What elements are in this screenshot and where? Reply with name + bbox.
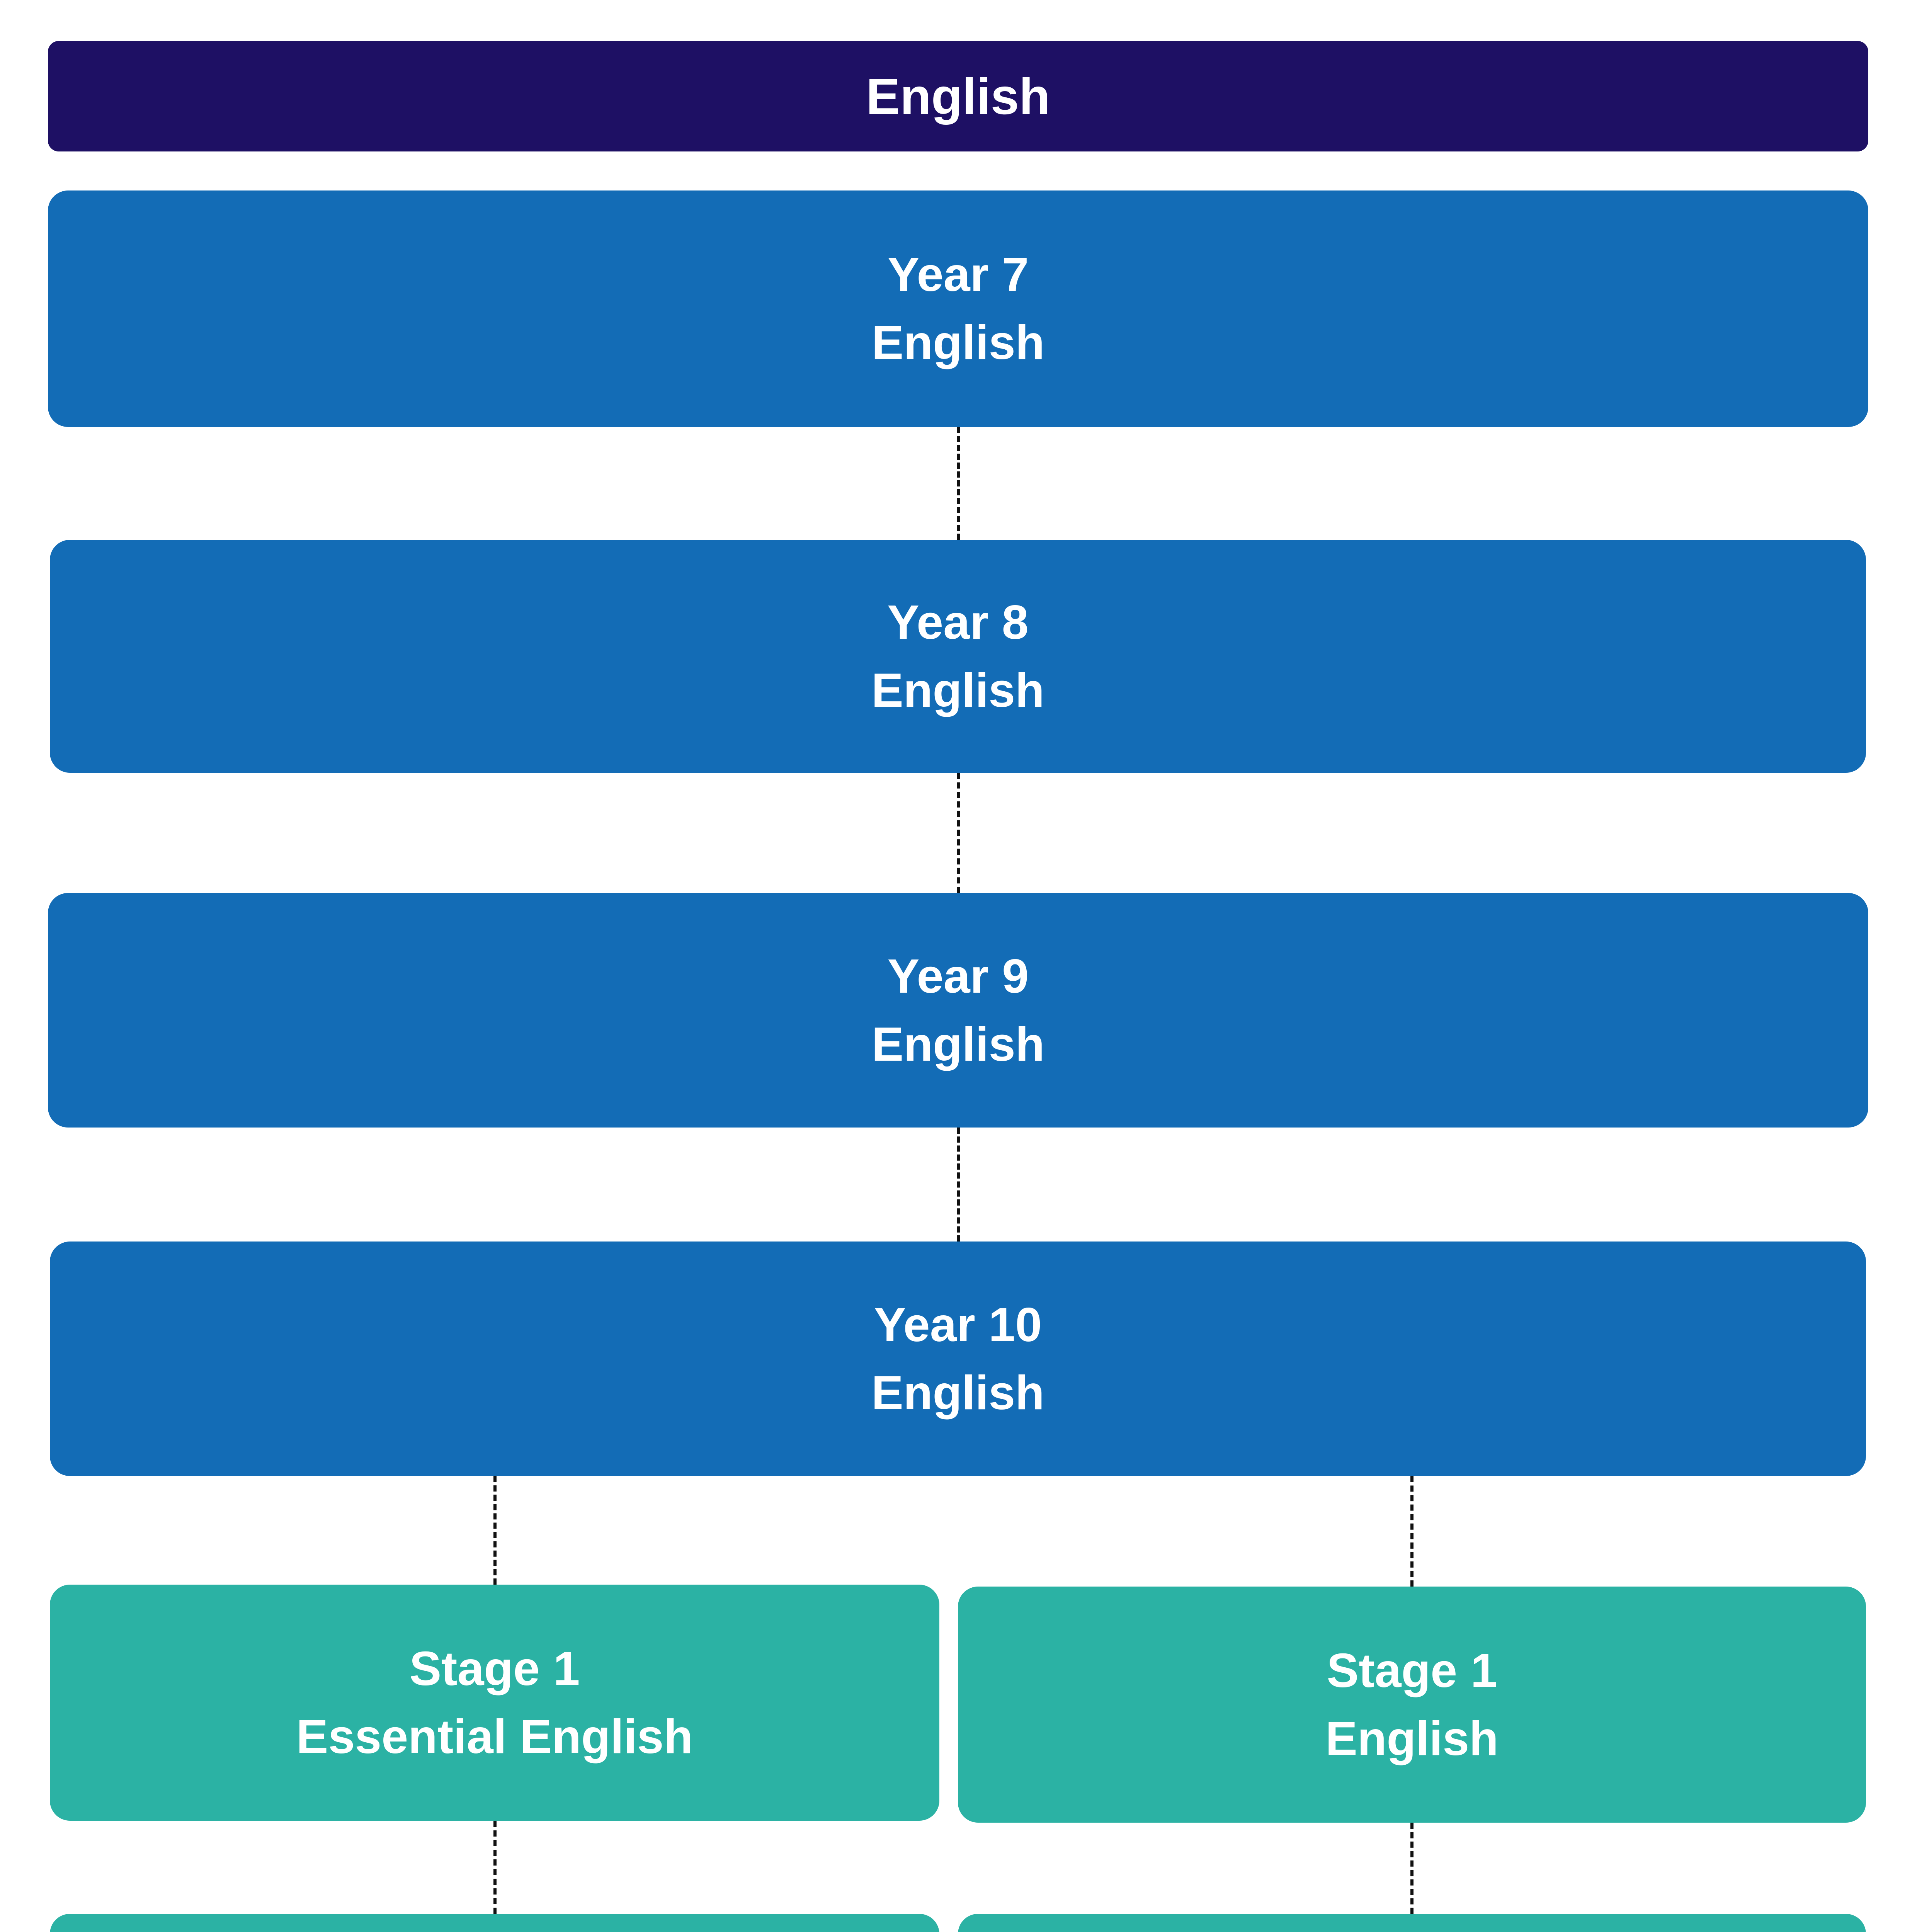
connector-year8-year9 — [957, 773, 960, 893]
year-10-box — [50, 1242, 1866, 1476]
stage-1-essential-label: Stage 1 — [409, 1642, 580, 1696]
year-8-subject: English — [871, 663, 1044, 717]
year-7-box — [48, 190, 1868, 427]
year-7-label: Year 7 — [887, 248, 1029, 301]
connector-year10-stage1-english — [1410, 1476, 1414, 1587]
year-9-label: Year 9 — [887, 949, 1029, 1003]
year-10-subject: English — [871, 1366, 1044, 1420]
year-7-subject: English — [871, 316, 1045, 369]
connector-year7-year8 — [957, 427, 960, 540]
year-8-label: Year 8 — [887, 595, 1029, 649]
stage-2-essential-box — [50, 1914, 939, 1932]
connector-year9-year10 — [957, 1128, 960, 1242]
year-8-box — [50, 540, 1866, 773]
stage-1-essential-subject: Essential English — [296, 1710, 693, 1764]
header-title: English — [866, 68, 1050, 125]
header-banner — [48, 41, 1868, 151]
stage-1-english-box — [958, 1587, 1866, 1823]
stage-1-essential-box — [50, 1585, 939, 1821]
year-9-box — [48, 893, 1868, 1128]
stage-2-english-box — [958, 1914, 1866, 1932]
connector-stage1-stage2-english — [1410, 1823, 1414, 1914]
stage-1-english-label: Stage 1 — [1327, 1644, 1497, 1697]
stage-1-english-subject: English — [1325, 1712, 1499, 1765]
connector-stage1-stage2-essential — [493, 1821, 497, 1914]
connector-year10-stage1-essential — [493, 1476, 497, 1585]
year-9-subject: English — [871, 1017, 1045, 1071]
year-10-label: Year 10 — [874, 1298, 1042, 1352]
